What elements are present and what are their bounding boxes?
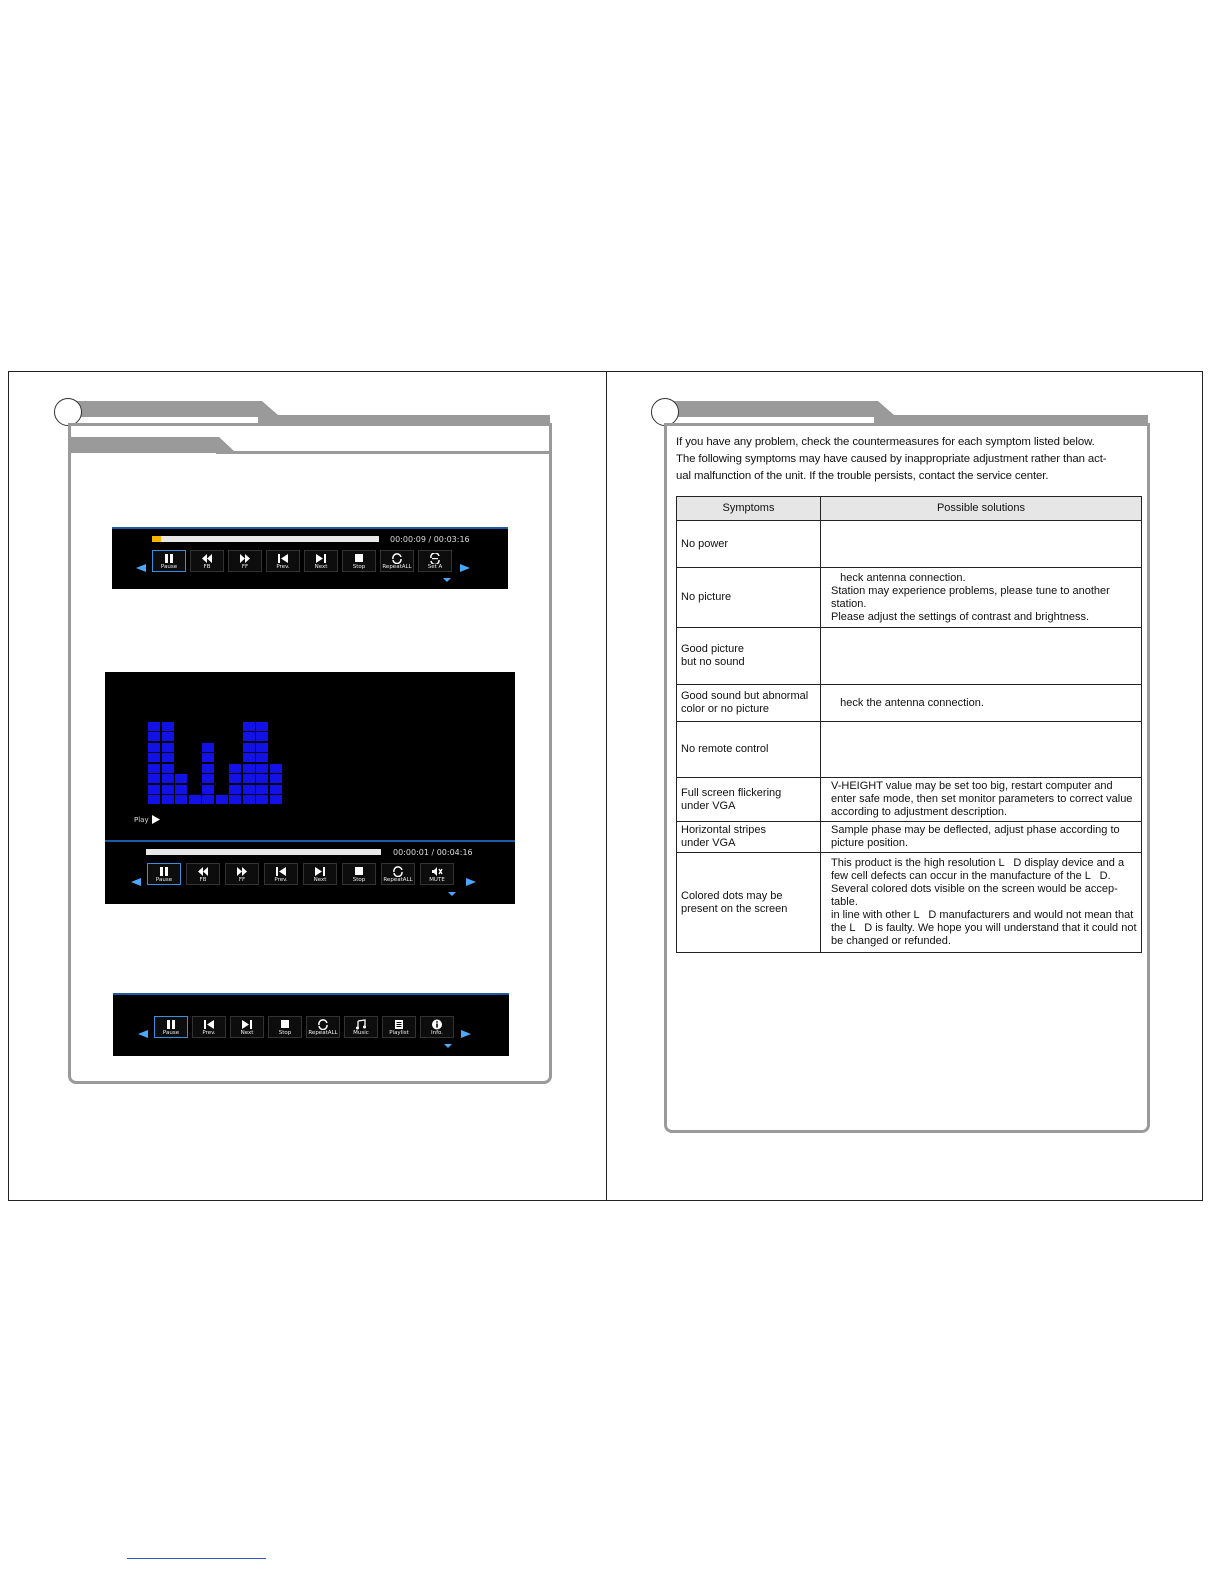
equalizer-bar-cell <box>202 795 214 804</box>
ff-button[interactable] <box>228 550 262 572</box>
equalizer-bar-cell <box>202 785 214 794</box>
prev-button[interactable] <box>192 1016 226 1038</box>
equalizer-bar-cell <box>256 785 268 794</box>
troubleshooting-intro <box>676 434 1151 485</box>
equalizer-bar-cell <box>229 774 241 783</box>
equalizer-bar-cell <box>243 732 255 741</box>
symptom-cell: Good picture but no sound <box>677 628 821 685</box>
scroll-right-arrow[interactable] <box>461 1030 471 1038</box>
equalizer-bar-cell <box>162 743 174 752</box>
button-label: RepeatALL <box>383 877 413 883</box>
section-tab-bar-right <box>275 415 550 423</box>
next-button[interactable] <box>303 863 337 885</box>
pause-button[interactable] <box>154 1016 188 1038</box>
section-tab-bar <box>666 401 876 417</box>
button-label: Prev. <box>274 877 288 883</box>
troubleshooting-table <box>676 496 1142 953</box>
set-a-button[interactable] <box>418 550 452 572</box>
equalizer-bar-cell <box>256 732 268 741</box>
progress-bar[interactable] <box>152 536 379 542</box>
equalizer-bar-cell <box>162 785 174 794</box>
subsection-line <box>232 451 549 454</box>
equalizer-bar-cell <box>256 722 268 731</box>
fb-button[interactable] <box>186 863 220 885</box>
prev-button[interactable] <box>266 550 300 572</box>
page-number-circle <box>54 398 82 426</box>
equalizer-bar-cell <box>148 785 160 794</box>
play-status-label: Play <box>134 816 149 824</box>
equalizer-bar-cell <box>256 795 268 804</box>
next-button[interactable] <box>230 1016 264 1038</box>
scroll-left-arrow[interactable] <box>136 564 146 572</box>
table-row <box>677 568 1142 628</box>
equalizer-bar-cell <box>162 774 174 783</box>
player-divider-line <box>105 840 515 842</box>
equalizer-bar-cell <box>243 785 255 794</box>
photo-player-bar <box>113 993 509 1056</box>
progress-bar[interactable] <box>146 849 381 855</box>
button-label: Prev. <box>276 564 290 570</box>
page-number-circle <box>651 398 679 426</box>
ff-button[interactable] <box>225 863 259 885</box>
button-label: Next <box>314 564 328 570</box>
equalizer-bar-cell <box>216 795 228 804</box>
equalizer-bar-cell <box>148 774 160 783</box>
scroll-left-arrow[interactable] <box>138 1030 148 1038</box>
scroll-right-arrow[interactable] <box>466 878 476 886</box>
pause-button[interactable] <box>152 550 186 572</box>
button-label: Playlist <box>389 1030 409 1036</box>
intro-line: If you have any problem, check the countermeasures for each symptom listed below. <box>676 436 1095 448</box>
solution-cell: This product is the high resolution L D display device and a few cell defects can occur in the manufacture of the L D. Several colored dots visible on the screen would be accep-table. in line with other L D manufacturers and would not mean that the L D is faulty. We hope you will understand that it could not be changed or refunded. <box>821 853 1142 953</box>
subsection-tab-bar <box>70 437 218 453</box>
button-label: Next <box>240 1030 254 1036</box>
symptom-cell: Colored dots may be present on the screen <box>677 853 821 953</box>
equalizer-bar-cell <box>148 753 160 762</box>
intro-line: ual malfunction of the unit. If the trouble persists, contact the service center. <box>676 470 1049 482</box>
equalizer-bar-cell <box>243 774 255 783</box>
next-button[interactable] <box>304 550 338 572</box>
symptom-cell: Good sound but abnormal color or no picture <box>677 685 821 722</box>
button-label: FF <box>241 564 249 570</box>
symptoms-header: Symptoms <box>677 497 821 521</box>
solution-cell: heck antenna connection. Station may experience problems, please tune to another station. Please adjust the settings of contrast and brightness. <box>821 568 1142 628</box>
button-label: MUTE <box>429 877 445 883</box>
intro-line: The following symptoms may have caused by inappropriate adjustment rather than act- <box>676 453 1107 465</box>
time-readout: 00:00:09 / 00:03:16 <box>390 535 470 544</box>
video-player-bar <box>112 527 508 589</box>
repeatall-button[interactable] <box>380 550 414 572</box>
more-down-arrow[interactable] <box>448 892 456 896</box>
equalizer-bar-cell <box>148 764 160 773</box>
button-label: RepeatALL <box>382 564 412 570</box>
solution-cell: Sample phase may be deflected, adjust phase according to picture position. <box>821 822 1142 853</box>
music-player-screen <box>105 672 515 904</box>
equalizer-bar-cell <box>175 795 187 804</box>
equalizer-bar-cell <box>270 785 282 794</box>
table-row <box>677 778 1142 822</box>
equalizer-bar-cell <box>162 764 174 773</box>
tab-slope <box>874 401 894 423</box>
mute-button[interactable] <box>420 863 454 885</box>
time-readout: 00:00:01 / 00:04:16 <box>393 848 473 857</box>
button-label: Set A <box>427 564 443 570</box>
solution-cell <box>821 628 1142 685</box>
equalizer-bar-cell <box>256 764 268 773</box>
equalizer-bar-cell <box>243 764 255 773</box>
equalizer-bar-cell <box>148 722 160 731</box>
table-row <box>677 521 1142 568</box>
table-row <box>677 853 1142 953</box>
button-label: Pause <box>160 564 178 570</box>
button-label: RepeatALL <box>308 1030 338 1036</box>
progress-fill <box>152 536 161 542</box>
scroll-right-arrow[interactable] <box>460 564 470 572</box>
button-label: FF <box>238 877 246 883</box>
repeatall-button[interactable] <box>306 1016 340 1038</box>
equalizer-bar-cell <box>202 774 214 783</box>
symptom-cell: No picture <box>677 568 821 628</box>
equalizer-bar-cell <box>270 795 282 804</box>
button-label: Stop <box>352 877 366 883</box>
stop-button[interactable] <box>342 863 376 885</box>
button-label: Music <box>353 1030 369 1036</box>
button-label: Pause <box>155 877 173 883</box>
repeatall-button[interactable] <box>381 863 415 885</box>
play-icon <box>151 814 161 825</box>
player-top-line <box>113 993 509 995</box>
section-tab-bar <box>70 401 260 417</box>
player-top-line <box>112 527 508 529</box>
solution-cell: V-HEIGHT value may be set too big, restart computer and enter safe mode, then set monitor parameters to correct value according to adjustment description. <box>821 778 1142 822</box>
solution-cell <box>821 521 1142 568</box>
equalizer-bar-cell <box>202 743 214 752</box>
table-header-row <box>677 497 1142 521</box>
more-down-arrow[interactable] <box>443 578 451 582</box>
symptom-cell: Horizontal stripes under VGA <box>677 822 821 853</box>
tab-slope <box>258 401 278 423</box>
prev-button[interactable] <box>264 863 298 885</box>
equalizer-bar-cell <box>162 753 174 762</box>
table-row <box>677 822 1142 853</box>
equalizer-bar-cell <box>243 722 255 731</box>
table-row <box>677 628 1142 685</box>
equalizer-bar-cell <box>162 795 174 804</box>
subtab-slope <box>216 437 236 454</box>
button-label: Stop <box>278 1030 292 1036</box>
equalizer-bar-cell <box>148 743 160 752</box>
equalizer-bar-cell <box>229 785 241 794</box>
equalizer-bar-cell <box>243 753 255 762</box>
equalizer-bar-cell <box>148 732 160 741</box>
playlist-button[interactable] <box>382 1016 416 1038</box>
equalizer-bar-cell <box>202 753 214 762</box>
button-label: Stop <box>352 564 366 570</box>
solutions-header: Possible solutions <box>821 497 1142 521</box>
table-row <box>677 722 1142 778</box>
table-row <box>677 685 1142 722</box>
equalizer-bar-cell <box>270 764 282 773</box>
scroll-left-arrow[interactable] <box>131 878 141 886</box>
equalizer-bar-cell <box>243 743 255 752</box>
page-divider <box>606 372 607 1200</box>
equalizer-bar-cell <box>229 764 241 773</box>
solution-cell <box>821 722 1142 778</box>
music-button[interactable] <box>344 1016 378 1038</box>
equalizer-bar-cell <box>229 795 241 804</box>
equalizer-bar-cell <box>148 795 160 804</box>
button-label: FB <box>199 877 207 883</box>
stop-button[interactable] <box>342 550 376 572</box>
symptom-cell: Full screen flickering under VGA <box>677 778 821 822</box>
equalizer-bar-cell <box>189 795 201 804</box>
button-label: Next <box>313 877 327 883</box>
button-label: Info. <box>430 1030 444 1036</box>
info-button[interactable] <box>420 1016 454 1038</box>
more-down-arrow[interactable] <box>444 1044 452 1048</box>
equalizer-bar-cell <box>175 774 187 783</box>
equalizer-bar-cell <box>162 722 174 731</box>
symptom-cell: No remote control <box>677 722 821 778</box>
equalizer-bar-cell <box>256 743 268 752</box>
pause-button[interactable] <box>147 863 181 885</box>
equalizer-bar-cell <box>270 774 282 783</box>
button-label: FB <box>203 564 211 570</box>
button-label: Pause <box>162 1030 180 1036</box>
solution-cell: heck the antenna connection. <box>821 685 1142 722</box>
fb-button[interactable] <box>190 550 224 572</box>
equalizer-bar-cell <box>256 774 268 783</box>
button-label: Prev. <box>202 1030 216 1036</box>
equalizer-bar-cell <box>175 785 187 794</box>
section-tab-bar-right <box>890 415 1148 423</box>
footer-link-underline[interactable] <box>127 1558 266 1559</box>
equalizer-bar-cell <box>243 795 255 804</box>
equalizer-bar-cell <box>256 753 268 762</box>
symptom-cell: No power <box>677 521 821 568</box>
equalizer-bar-cell <box>202 764 214 773</box>
equalizer-bar-cell <box>162 732 174 741</box>
stop-button[interactable] <box>268 1016 302 1038</box>
